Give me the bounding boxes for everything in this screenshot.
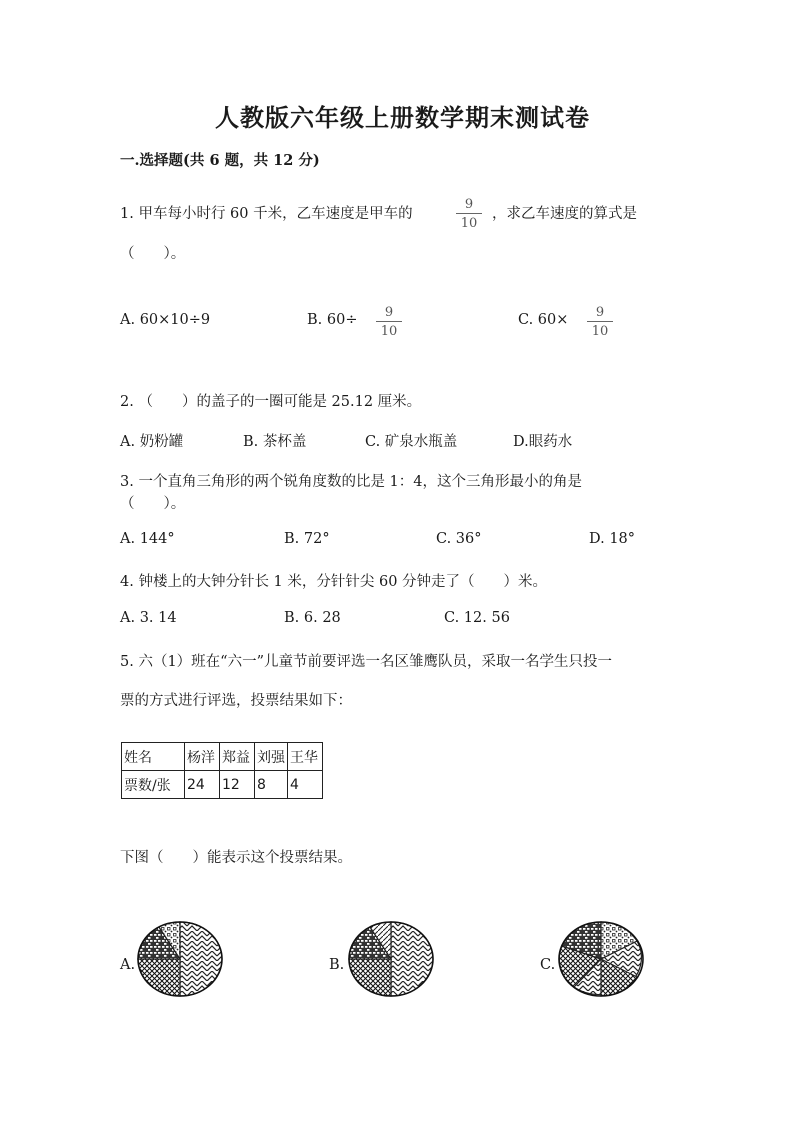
table-cell: 姓名 [122, 743, 185, 771]
pie-chart-option-c[interactable] [558, 921, 644, 997]
fraction-numerator: 9 [464, 197, 474, 212]
table-cell: 票数/张 [122, 771, 185, 799]
q1-text-b: ，求乙车速度的算式是 [492, 206, 637, 222]
fraction-numerator: 9 [384, 305, 394, 320]
q2-option-b: B. 茶杯盖 [243, 434, 307, 450]
pie-chart-option-a[interactable] [137, 921, 223, 997]
table-cell: 杨洋 [185, 743, 220, 771]
pie-slice-yangyang [180, 922, 222, 996]
table-cell: 王华 [288, 743, 323, 771]
q5-option-b-label: B. [329, 957, 345, 973]
fraction-denominator: 10 [380, 324, 398, 339]
table-cell: 24 [185, 771, 220, 799]
vote-table [121, 742, 323, 799]
q2-option-d: D.眼药水 [513, 434, 573, 450]
table-row [122, 771, 323, 799]
q1-option-b: B. 60÷ [307, 312, 358, 328]
q3-option-d: D. 18° [589, 531, 636, 547]
fraction-denominator: 10 [591, 324, 609, 339]
section-heading: 一.选择题(共 6 题，共 12 分) [120, 152, 320, 169]
q2-text: 2. （ ）的盖子的一圈可能是 25.12 厘米。 [120, 394, 422, 410]
q1-option-b-fraction [376, 306, 402, 338]
fraction-bar [376, 321, 402, 322]
fraction-numerator: 9 [595, 305, 605, 320]
q4-text: 4. 钟楼上的大钟分针长 1 米，分针针尖 60 分钟走了（ ）米。 [120, 574, 548, 590]
q3-option-c: C. 36° [436, 531, 482, 547]
q5-text-line1: 5. 六（1）班在“六一”儿童节前要评选一名区雏鹰队员，采取一名学生只投一 [120, 654, 612, 670]
pie-slice-yangyang [391, 922, 433, 996]
q1-option-a: A. 60×10÷9 [120, 312, 211, 328]
fraction-bar [456, 213, 482, 214]
table-cell: 刘强 [255, 743, 288, 771]
page-title: 人教版六年级上册数学期末测试卷 [215, 103, 590, 132]
q1-fraction [456, 198, 482, 230]
q4-option-a: A. 3. 14 [120, 610, 177, 626]
q5-option-c-label: C. [540, 957, 556, 973]
table-cell: 12 [220, 771, 255, 799]
q1-text-a: 1. 甲车每小时行 60 千米，乙车速度是甲车的 [120, 206, 413, 222]
pie-chart-option-b[interactable] [348, 921, 434, 997]
q1-option-c: C. 60× [518, 312, 569, 328]
table-cell: 4 [288, 771, 323, 799]
q2-option-a: A. 奶粉罐 [120, 434, 184, 450]
q5-question: 下图（ ）能表示这个投票结果。 [120, 850, 352, 866]
q3-blank: （ ）。 [120, 496, 186, 512]
table-cell: 郑益 [220, 743, 255, 771]
q1-blank: （ ）。 [120, 246, 186, 262]
q2-option-c: C. 矿泉水瓶盖 [365, 434, 458, 450]
table-cell: 8 [255, 771, 288, 799]
q4-option-c: C. 12. 56 [444, 610, 510, 626]
fraction-bar [587, 321, 613, 322]
fraction-denominator: 10 [460, 216, 478, 231]
q5-option-a-label: A. [120, 957, 136, 973]
table-header-row [122, 743, 323, 771]
q3-text: 3. 一个直角三角形的两个锐角度数的比是 1：4，这个三角形最小的角是 [120, 474, 583, 490]
q3-option-a: A. 144° [120, 531, 175, 547]
q5-text-line2: 票的方式进行评选，投票结果如下： [120, 693, 352, 709]
q1-option-c-fraction [587, 306, 613, 338]
q3-option-b: B. 72° [284, 531, 330, 547]
q4-option-b: B. 6. 28 [284, 610, 341, 626]
